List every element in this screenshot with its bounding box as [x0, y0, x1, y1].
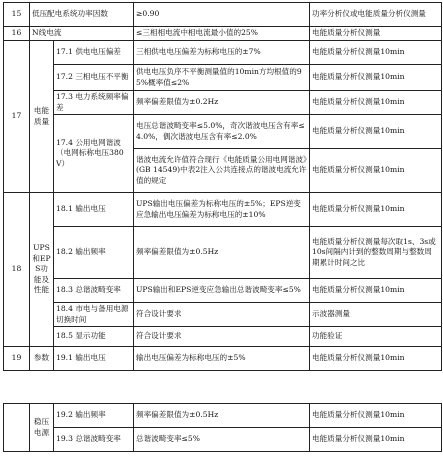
method: 示波器测量: [310, 303, 442, 327]
table-row: [4, 303, 442, 327]
row-number: [4, 404, 30, 452]
category: 电能质量: [30, 41, 54, 193]
sub-item: 19.2 输出频率: [54, 404, 134, 428]
row-number: 18: [4, 193, 30, 347]
sub-item: 17.2 三相电压不平衡: [54, 65, 134, 91]
method: 电能质量分析仪测量10min: [310, 41, 442, 65]
method: 电能质量分析仪测量: [310, 27, 442, 41]
sub-item: 18.1 输出电压: [54, 193, 134, 227]
method: 电能质量分析仪测量10min: [310, 428, 442, 452]
requirement: 符合设计要求: [134, 303, 310, 327]
requirement: 频率偏差限值为±0.5Hz: [134, 404, 310, 428]
method: 电能质量分析仪测量10min: [310, 404, 442, 428]
table-row: [4, 65, 442, 91]
sub-item: 19.1 输出电压: [54, 347, 134, 371]
requirement: ≥0.90: [134, 3, 310, 27]
sub-item: 17.4 公用电网谐波（电网标称电压380V）: [54, 115, 134, 193]
table-row: [4, 428, 442, 452]
table-row: [4, 41, 442, 65]
sub-item: 17.1 供电电压偏差: [54, 41, 134, 65]
requirement: 谐波电流允许值符合现行《电能质量公用电网谐波》(GB 14549)中表2注入公共连接点的谐波电流允许值的规定: [134, 149, 310, 193]
method: 电能质量分析仪测量10min: [310, 65, 442, 91]
method: 电能质量分析仪测量10min: [310, 279, 442, 303]
table-row: [4, 91, 442, 115]
table-row: [4, 327, 442, 347]
row-number: 19: [4, 347, 30, 371]
table-row: [4, 279, 442, 303]
category: 参数: [30, 347, 54, 371]
table-row: [4, 227, 442, 279]
sub-item: 17.3 电力系统频率偏差: [54, 91, 134, 115]
sub-item: 19.3 总谐波畸变率: [54, 428, 134, 452]
row-number: 15: [4, 3, 30, 27]
method: 电能质量分析仪测量10min: [310, 347, 442, 371]
category: 稳压电源: [30, 404, 54, 452]
method: 功率分析仪或电能质量分析仪测量: [310, 3, 442, 27]
table-row: [4, 347, 442, 371]
requirement: UPS输出电压偏差为标称电压的±5%；EPS逆变应急输出电压偏差为标称电压的±10%: [134, 193, 310, 227]
requirement: 总谐波畸变率≤5%: [134, 428, 310, 452]
requirement: 电压总谐波畸变率≤5.0%，奇次谐波电压含有率≤4.0%，偶次谐波电压含有率≤2.0%: [134, 115, 310, 149]
continuation-table: [3, 403, 442, 452]
sub-item: 18.2 输出频率: [54, 227, 134, 279]
requirement: 频率偏差限值为±0.2Hz: [134, 91, 310, 115]
requirement: 三相供电电压偏差为标称电压的±7%: [134, 41, 310, 65]
requirement: 供电电压负序不平衡测量值的10min方均根值的95%概率值≤2%: [134, 65, 310, 91]
method: 电能质量分析仪测量10min: [310, 149, 442, 193]
inspection-table: [3, 2, 442, 371]
table-row: [4, 115, 442, 149]
category: UPS和EPS功能及性能: [30, 193, 54, 347]
table-row: [4, 193, 442, 227]
item-name: N线电流: [30, 27, 134, 41]
sub-item: 18.3 总谐波畸变率: [54, 279, 134, 303]
requirement: UPS输出和EPS逆变应急输出总谐波畸变率≤5%: [134, 279, 310, 303]
row-number: 17: [4, 41, 30, 193]
requirement: 符合设计要求: [134, 327, 310, 347]
requirement: ≤三相相电流中相电流最小值的25%: [134, 27, 310, 41]
method: 功能验证: [310, 327, 442, 347]
method: 电能质量分析仪测量10min: [310, 115, 442, 149]
requirement: 频率偏差限值为±0.5Hz: [134, 227, 310, 279]
method: 电能质量分析仪测量10min: [310, 193, 442, 227]
row-number: 16: [4, 27, 30, 41]
table-row: [4, 3, 442, 27]
item-name: 低压配电系统功率因数: [30, 3, 134, 27]
table-row: [4, 404, 442, 428]
method: 电能质量分析仪测量每次取1s、3s或10s间隔内计到的整数周期与整数周期累计时间之比: [310, 227, 442, 279]
requirement: 输出电压偏差为标称电压的±5%: [134, 347, 310, 371]
method: 电能质量分析仪测量10min: [310, 91, 442, 115]
sub-item: 18.4 市电与备用电源切换时间: [54, 303, 134, 327]
table-row: [4, 27, 442, 41]
sub-item: 18.5 显示功能: [54, 327, 134, 347]
